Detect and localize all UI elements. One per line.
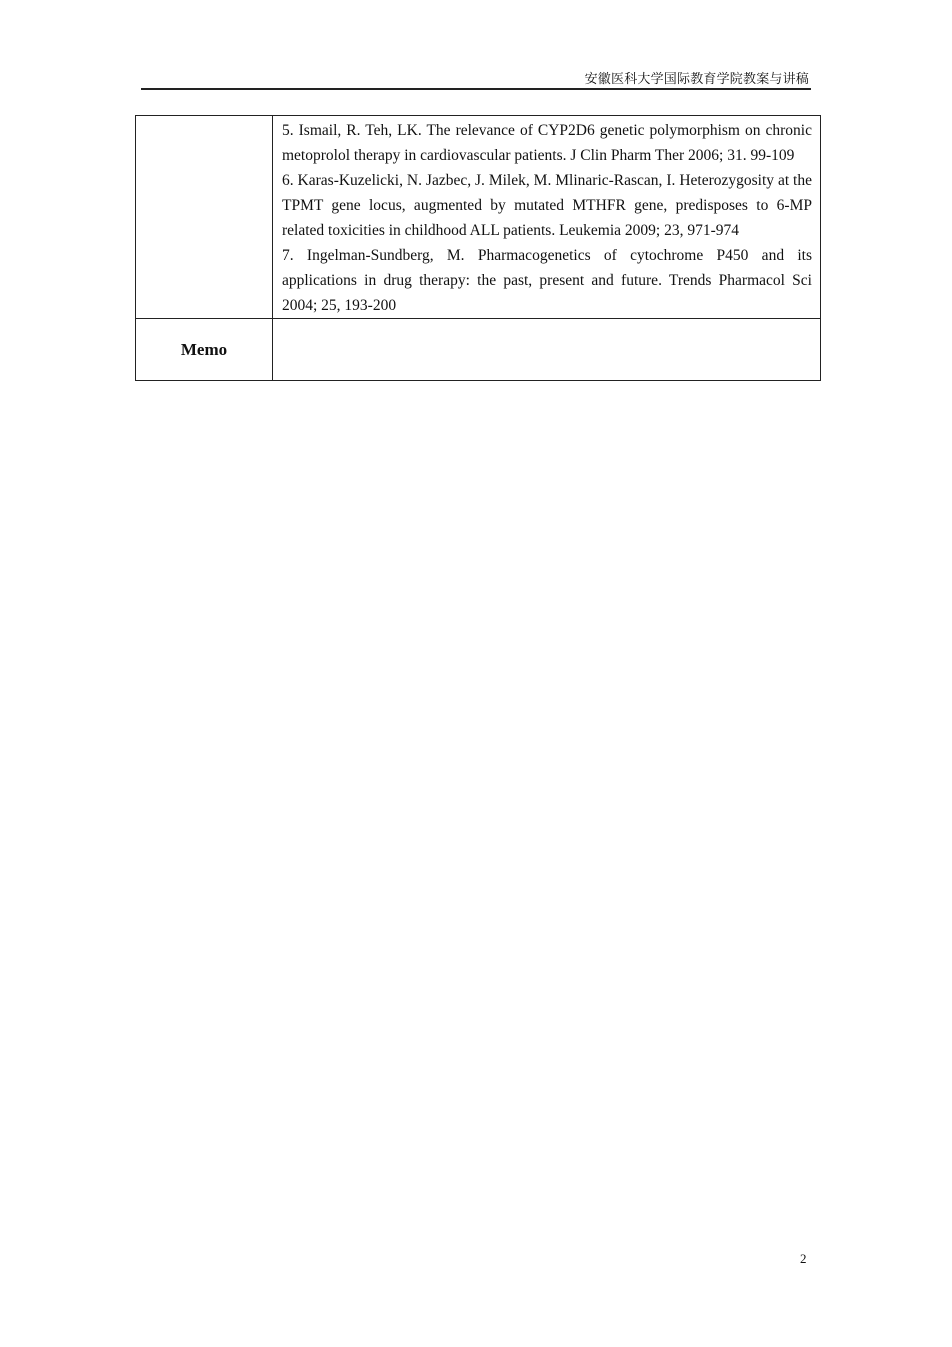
reference-item: 7. Ingelman-Sundberg, M. Pharmacogenetics of cytochrome P450 and its applications in drug therapy: the past, present and future. Trends Pharmacol Sci 2004; 25, 193-200 [282, 247, 812, 314]
page-header [141, 64, 811, 90]
references-row [136, 116, 821, 319]
memo-content [273, 319, 821, 381]
memo-row [136, 319, 821, 381]
reference-item: 6. Karas-Kuzelicki, N. Jazbec, J. Milek, M. Mlinaric-Rascan, I. Heterozygosity at the TPMT gene locus, augmented by mutated MTHFR gene, predisposes to 6-MP related toxicities in childhood ALL patients. Leukemia 2009; 23, 971-974 [282, 172, 812, 239]
header-title: 安徽医科大学国际教育学院教案与讲稿 [584, 71, 809, 86]
reference-item: 5. Ismail, R. Teh, LK. The relevance of CYP2D6 genetic polymorphism on chronic metoprolol therapy in cardiovascular patients. J Clin Pharm Ther 2006; 31. 99-109 [282, 122, 812, 164]
memo-label: Memo [136, 319, 273, 381]
lesson-table [135, 115, 821, 381]
references-cell [273, 116, 821, 319]
references-label-cell [136, 116, 273, 319]
page-number: 2 [800, 1251, 807, 1266]
